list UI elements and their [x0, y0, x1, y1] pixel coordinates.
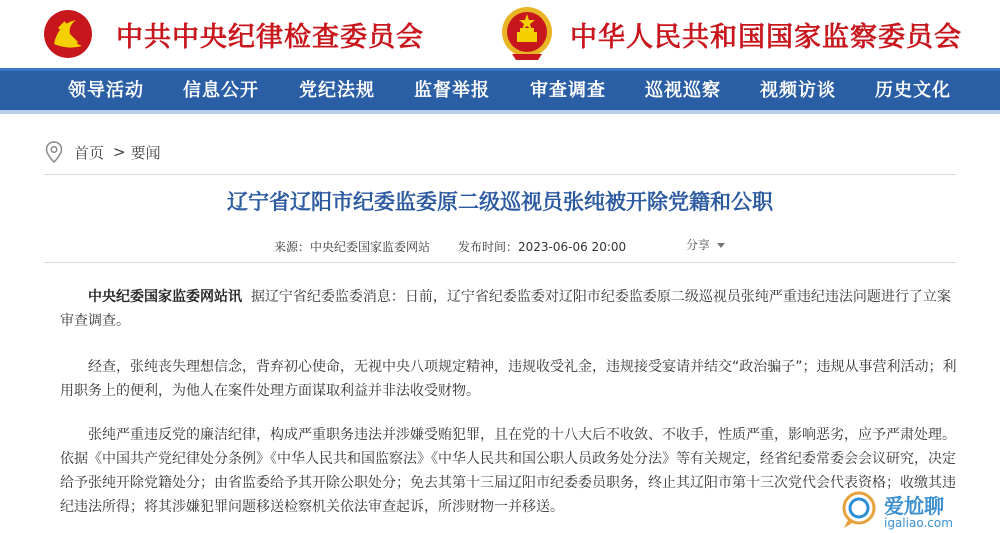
article-paragraph-2: 经查，张纯丧失理想信念，背弃初心使命，无视中央八项规定精神，违规收受礼金，违规接受宴请并结交“政治骗子”；违规从事营利活动；利用职务上的便利，为他人在案件处理方面谋取利益并非法收受财物。: [60, 359, 957, 399]
cpc-ccdi-brand[interactable]: [40, 0, 424, 68]
location-pin-icon: [42, 140, 66, 164]
chevron-down-icon: [717, 243, 725, 248]
national-emblem-icon: [498, 4, 556, 64]
breadcrumb-current[interactable]: 要闻: [130, 143, 161, 162]
nav-underline: [0, 110, 1000, 114]
party-emblem-icon: [40, 6, 96, 62]
nav-info-disclosure[interactable]: 信息公开: [183, 80, 259, 101]
nav-history-culture[interactable]: 历史文化: [875, 80, 951, 101]
breadcrumb: [42, 140, 161, 164]
nav-investigation[interactable]: 审查调查: [530, 80, 606, 101]
article-paragraph-1-text: 据辽宁省纪委监委消息：日前，辽宁省纪委监委对辽阳市纪委监委原二级巡视员张纯严重违纪违法问题进行了立案审查调查。: [60, 289, 951, 329]
main-nav: [0, 68, 1000, 110]
meta-divider: [44, 262, 956, 263]
article-paragraph-1: [60, 285, 960, 333]
share-button[interactable]: [686, 236, 725, 253]
nav-party-regulations[interactable]: 党纪法规: [299, 80, 375, 101]
nav-video-interviews[interactable]: 视频访谈: [760, 80, 836, 101]
breadcrumb-separator: >: [113, 143, 126, 161]
breadcrumb-home[interactable]: 首页: [74, 143, 105, 162]
nav-inspection[interactable]: 巡视巡察: [645, 80, 721, 101]
cpc-ccdi-name: 中共中央纪律检查委员会: [116, 21, 424, 53]
watermark-cn: 爱尬聊: [884, 494, 944, 518]
nsc-name: 中华人民共和国国家监察委员会: [570, 21, 962, 53]
watermark-url: igaliao.com: [884, 516, 953, 530]
article-lead: 中央纪委国家监委网站讯: [88, 289, 242, 305]
breadcrumb-divider: [44, 174, 956, 175]
nav-leadership[interactable]: 领导活动: [68, 80, 144, 101]
nsc-brand[interactable]: [498, 0, 962, 68]
speech-bubble-icon: [838, 490, 880, 530]
share-label: 分享: [686, 238, 711, 252]
article-publish-time: 发布时间：2023-06-06 20:00: [458, 240, 627, 254]
article-source: 来源：中央纪委国家监委网站: [274, 240, 431, 254]
article-paragraph-3: 张纯严重违反党的廉洁纪律，构成严重职务违法并涉嫌受贿犯罪，且在党的十八大后不收敛、不收手，性质严重，影响恶劣，应予严肃处理。依据《中国共产党纪律处分条例》《中华人民共和国监察法》《中华人民共和国公职人员政务处分法》等有关规定，经省纪委常委会会议研究，决定给予张纯开除党籍处分；由省监委给予其开除公职处分；免去其第十三届辽阳市纪委委员职务，终止其辽阳市第十三次党代会代表资格；收缴其违纪违法所得；将其涉嫌犯罪问题移送检察机关依法审查起诉，所涉财物一并移送。: [60, 427, 956, 515]
site-watermark: [838, 488, 1000, 533]
site-header: [0, 0, 1000, 68]
nav-report[interactable]: 监督举报: [414, 80, 490, 101]
article-title: 辽宁省辽阳市纪委监委原二级巡视员张纯被开除党籍和公职: [227, 190, 773, 214]
